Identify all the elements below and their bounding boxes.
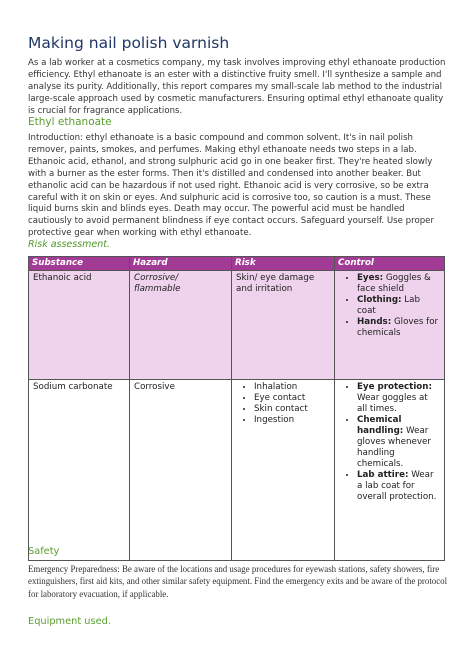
control-cell bbox=[335, 271, 445, 380]
list-item: • Eye protection: Wear goggles at all times. bbox=[357, 382, 440, 415]
list-item: • Hands: Gloves for chemicals bbox=[357, 317, 440, 339]
risk-assessment-heading: Risk assessment. bbox=[28, 239, 111, 250]
list-item: • Skin contact bbox=[254, 404, 330, 415]
risk-list bbox=[236, 382, 330, 426]
table-row bbox=[29, 271, 445, 380]
intro-paragraph: As a lab worker at a cosmetics company, my task involves improving ethyl ethanoate production efficiency. Ethyl ethanoate is an ester with a distinctive fruity smell. I'll synthesize a sample and analyse its purity. Additionally, this report compares my small-scale lab method to the industrial large-scale approach used by cosmetic manufacturers. Ensuring optimal ethyl ethanoate quality is crucial for fragrance applications. bbox=[28, 58, 446, 116]
safety-heading: Safety bbox=[28, 546, 60, 557]
list-item: • Inhalation bbox=[254, 382, 330, 393]
list-item: • Eyes: Goggles & face shield bbox=[357, 273, 440, 295]
safety-paragraph: Emergency Preparedness: Be aware of the locations and usage procedures for eyewash stations, safety showers, fire extinguishers, first aid kits, and other similar safety equipment. Find the emergency exits and be aware of the protocol for laboratory evacuation, if applicable. bbox=[28, 564, 448, 599]
list-item: • Clothing: Lab coat bbox=[357, 295, 440, 317]
page-title: Making nail polish varnish bbox=[28, 34, 230, 52]
header-substance: Substance bbox=[29, 257, 130, 271]
risk-cell: Skin/ eye damage and irritation bbox=[232, 271, 335, 380]
header-hazard: Hazard bbox=[130, 257, 232, 271]
hazard-cell: Corrosive/ flammable bbox=[130, 271, 232, 380]
section-heading-ethyl-ethanoate: Ethyl ethanoate bbox=[28, 116, 112, 128]
control-list bbox=[339, 382, 440, 503]
list-item: • Chemical handling: Wear gloves whenever handling chemicals. bbox=[357, 415, 440, 470]
risk-assessment-table bbox=[28, 256, 445, 561]
ethyl-ethanoate-paragraph: Introduction: ethyl ethanoate is a basic compound and common solvent. It's in nail polish remover, paints, smokes, and perfumes. Making ethyl ethanoate needs two steps in a lab. Ethanoic acid, ethanol, and strong sulphuric acid go in one beaker first. They're heated slowly with a burner as the ester forms. Then it's distilled and condensed into another beaker. But ethanolic acid can be hazardous if not used right. Ethanoic acid is very corrosive, so be extra careful with it on skin or eyes. And sulphuric acid is corrosive too, so caution is a must. These liquid burns skin and blinds eyes. Death may occur. The powerful acid must be handled cautiously to avoid permanent blindness if eye contact occurs. Safeguard yourself. Use proper protective gear when working with ethyl ethanoate. bbox=[28, 133, 435, 239]
list-item: • Lab attire: Wear a lab coat for overall protection. bbox=[357, 470, 440, 503]
control-list bbox=[339, 273, 440, 339]
table-row bbox=[29, 380, 445, 561]
risk-cell bbox=[232, 380, 335, 561]
hazard-cell: Corrosive bbox=[130, 380, 232, 561]
header-control: Control bbox=[335, 257, 445, 271]
substance-cell: Ethanoic acid bbox=[29, 271, 130, 380]
table-header-row bbox=[29, 257, 445, 271]
substance-cell: Sodium carbonate bbox=[29, 380, 130, 561]
control-cell bbox=[335, 380, 445, 561]
equipment-heading: Equipment used. bbox=[28, 616, 111, 627]
list-item: • Eye contact bbox=[254, 393, 330, 404]
list-item: • Ingestion bbox=[254, 415, 330, 426]
header-risk: Risk bbox=[232, 257, 335, 271]
